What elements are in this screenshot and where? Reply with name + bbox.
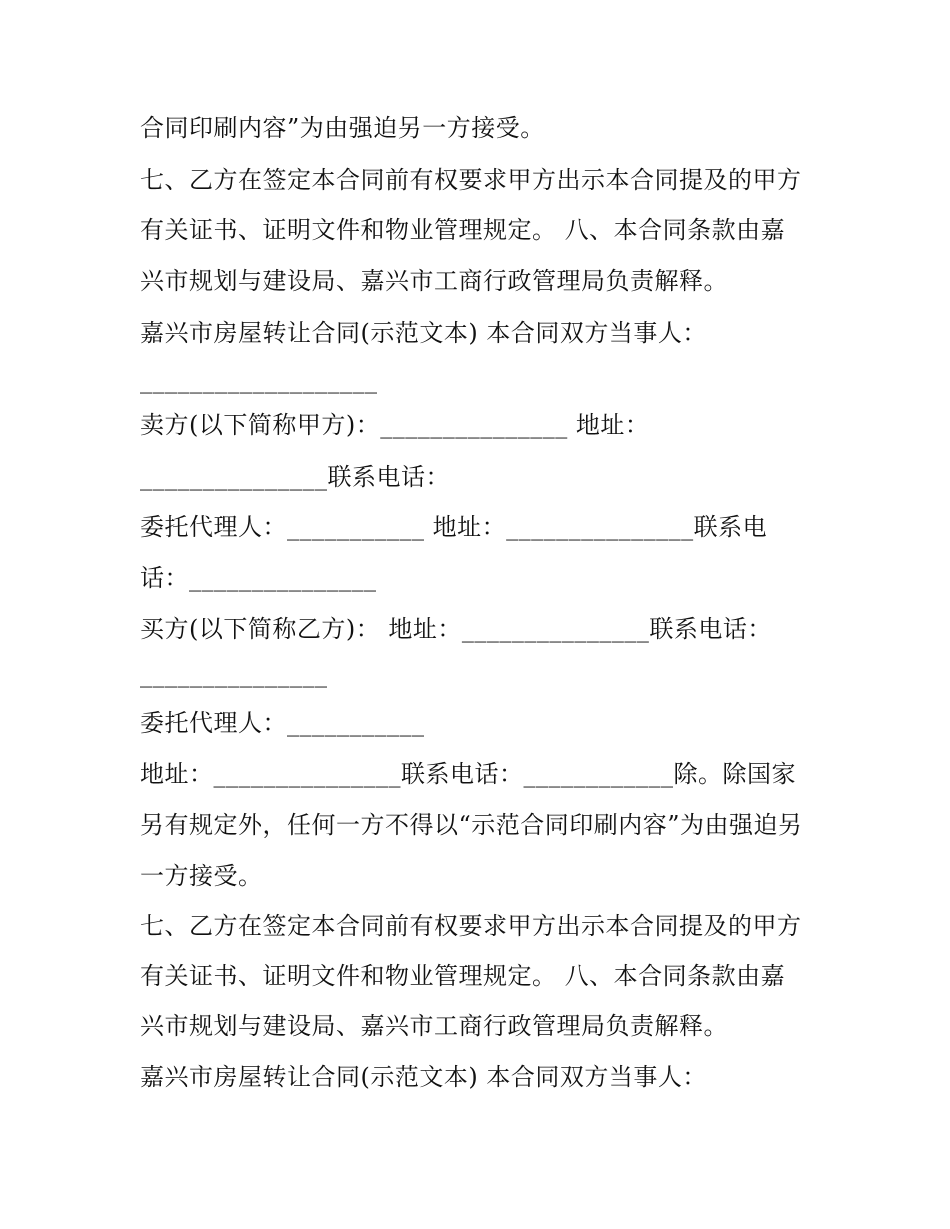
text-line: 七、乙方在签定本合同前有权要求甲方出示本合同提及的甲方	[140, 166, 802, 194]
text-line: 地址：_______________联系电话：____________除。除国家	[140, 760, 796, 788]
text-line: 七、乙方在签定本合同前有权要求甲方出示本合同提及的甲方	[140, 912, 802, 940]
text-line: 委托代理人：___________	[140, 709, 425, 737]
text-line: 有关证书、证明文件和物业管理规定。 八、本合同条款由嘉	[140, 216, 786, 244]
text-line: 一方接受。	[140, 862, 263, 890]
text-line: 委托代理人：___________ 地址：_______________联系电	[140, 513, 768, 541]
text-line: 有关证书、证明文件和物业管理规定。 八、本合同条款由嘉	[140, 962, 786, 990]
text-line: 嘉兴市房屋转让合同(示范文本) 本合同双方当事人：	[140, 1063, 707, 1091]
text-line: 话：_______________	[140, 564, 377, 592]
text-line: 卖方(以下简称甲方)：_______________ 地址：	[140, 411, 650, 439]
blank-line: _______________	[140, 660, 328, 688]
text-line: 嘉兴市房屋转让合同(示范文本) 本合同双方当事人：	[140, 319, 707, 347]
text-line: 兴市规划与建设局、嘉兴市工商行政管理局负责解释。	[140, 267, 728, 295]
text-line: 买方(以下简称乙方)： 地址：_______________联系电话：	[140, 615, 772, 643]
text-line: 兴市规划与建设局、嘉兴市工商行政管理局负责解释。	[140, 1012, 728, 1040]
blank-line: ___________________	[140, 366, 378, 394]
text-line: _______________联系电话：	[140, 463, 450, 491]
text-line: 另有规定外，任何一方不得以“示范合同印刷内容”为由强迫另	[140, 811, 803, 839]
text-line: 合同印刷内容”为由强迫另一方接受。	[140, 114, 545, 142]
